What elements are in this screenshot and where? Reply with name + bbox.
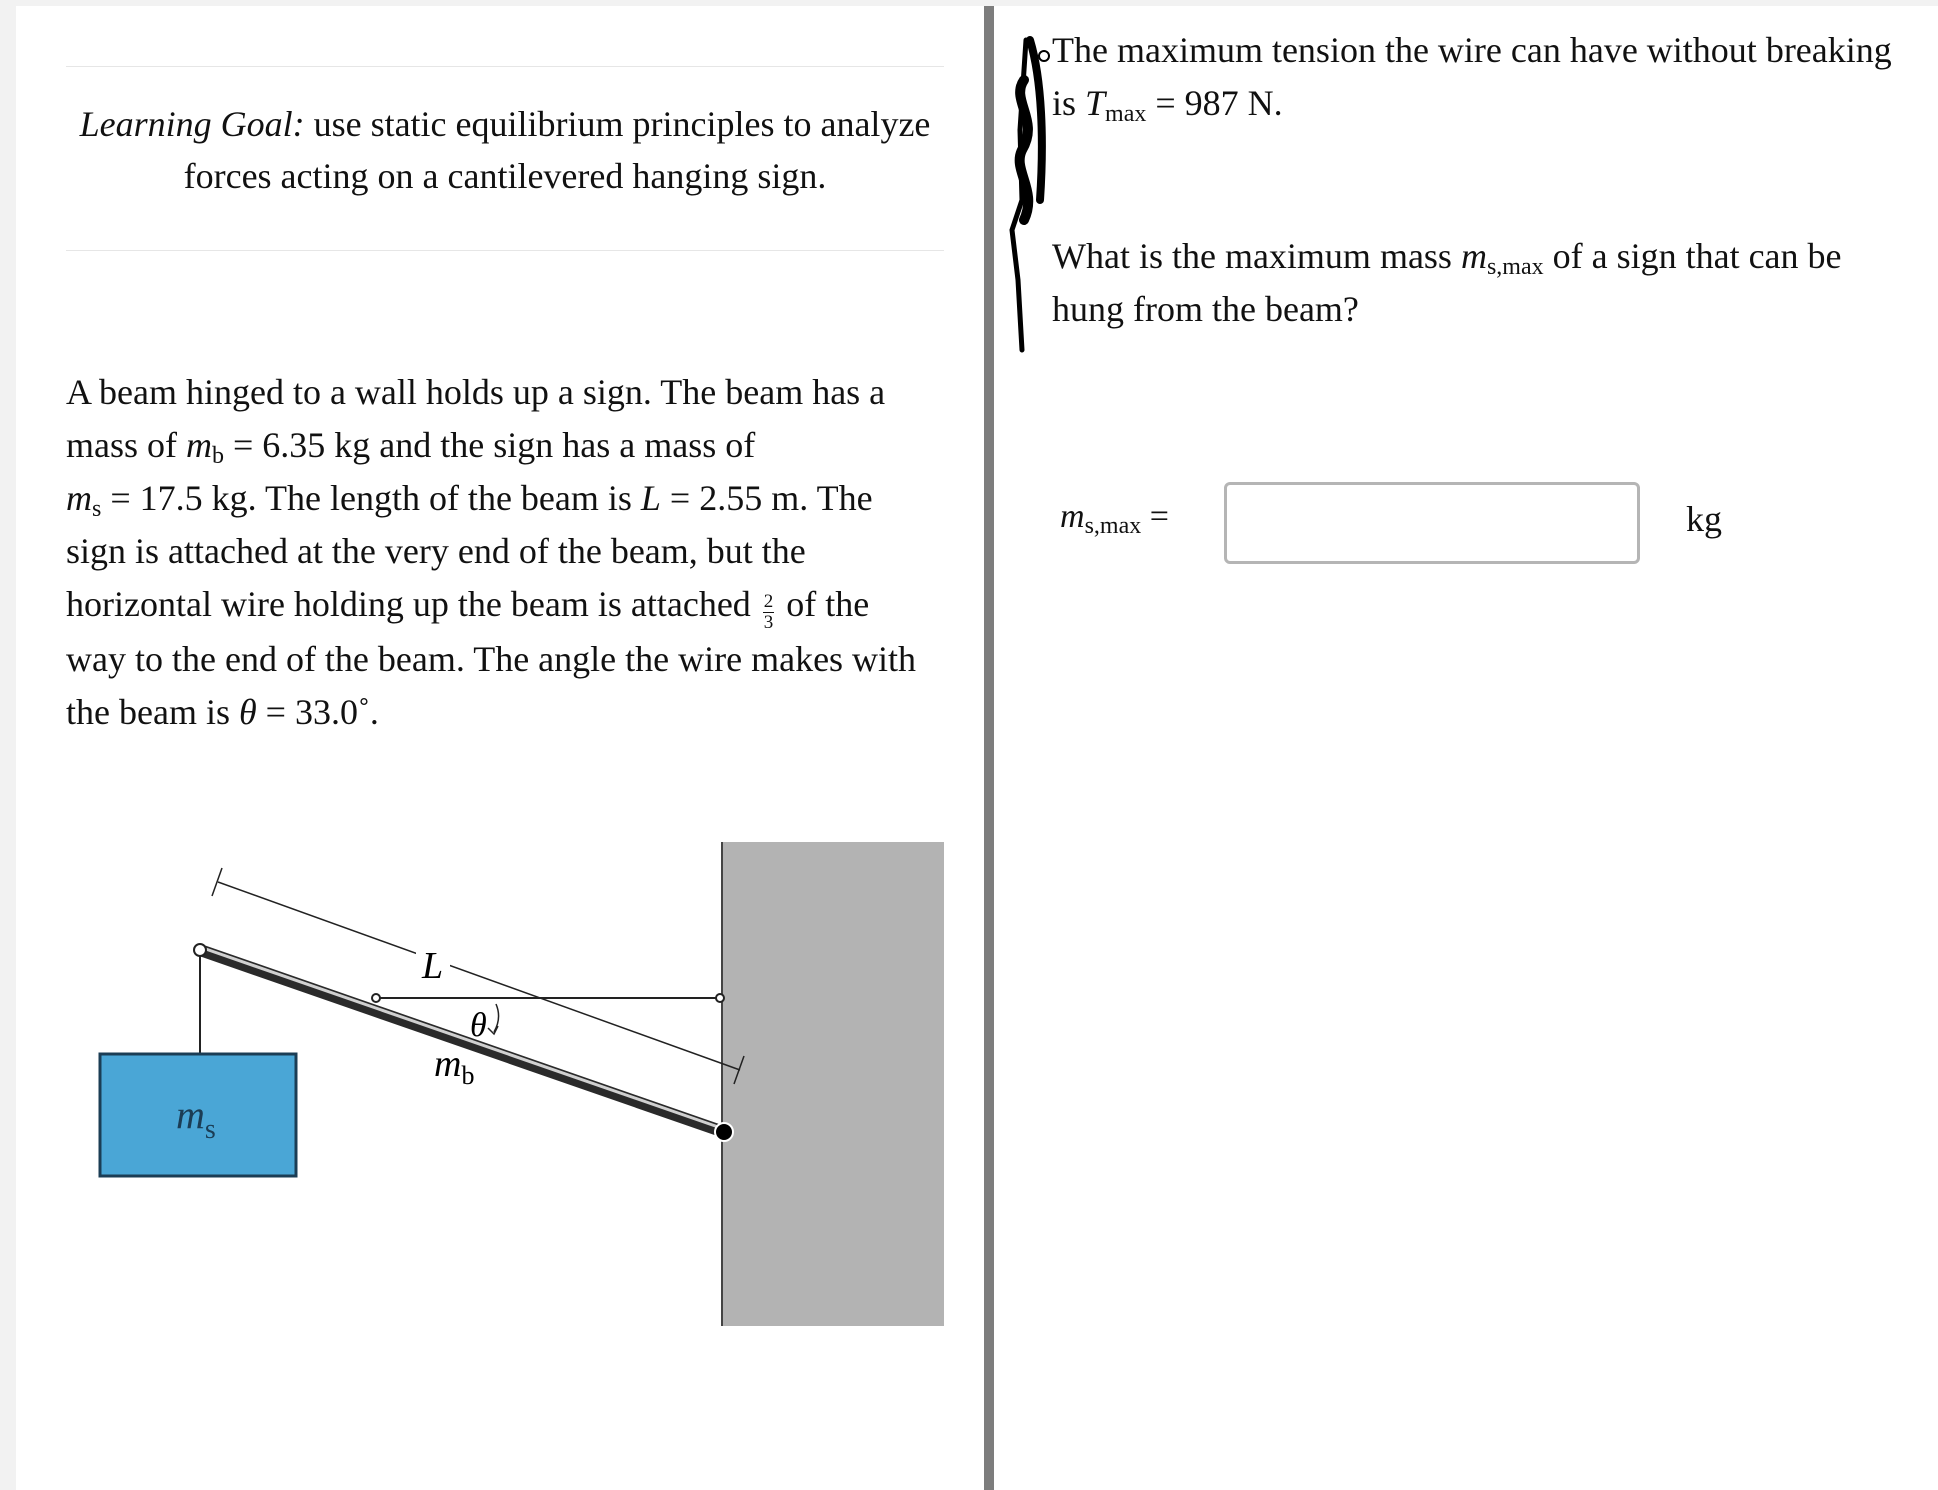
problem-line-1: A beam hinged to a wall holds up a sign. The beam has a — [66, 372, 886, 412]
fraction-denominator: 3 — [763, 612, 774, 633]
answer-symbol: m — [1060, 498, 1085, 535]
question-line-2: hung from the beam? — [1052, 289, 1359, 329]
beam-end-cap — [194, 944, 206, 956]
marker-scribble — [1000, 20, 1060, 370]
answer-subscript: s,max — [1084, 513, 1142, 539]
label-theta: θ — [470, 1007, 487, 1044]
label-mb-symbol: m — [434, 1043, 462, 1085]
mb-symbol: m — [186, 425, 212, 465]
L-symbol: L — [640, 478, 661, 518]
problem-line-4: sign is attached at the very end of the beam, but the — [66, 531, 806, 571]
problem-line-2b: = 6.35 kg and the sign has a mass of — [224, 425, 756, 465]
problem-line-2a: mass of — [66, 425, 186, 465]
q-symbol: m — [1460, 236, 1487, 276]
answer-unit: kg — [1686, 499, 1722, 539]
theta-symbol: θ — [238, 692, 257, 732]
learning-goal — [66, 98, 944, 202]
scribble-dot — [1039, 51, 1049, 61]
label-ms-subscript: s — [204, 1114, 216, 1145]
ms-symbol: m — [66, 478, 92, 518]
rule-bottom — [66, 250, 944, 251]
label-ms-symbol: m — [176, 1092, 205, 1137]
learning-goal-text-2: forces acting on a cantilevered hanging sign. — [183, 156, 827, 196]
dimension-tick-left — [212, 868, 222, 896]
problem-line-3b: = 17.5 kg. The length of the beam is — [101, 478, 641, 518]
wall — [722, 842, 944, 1326]
learning-goal-text-1: use static equilibrium principles to analyze — [313, 104, 931, 144]
learning-goal-label: Learning Goal: — [79, 104, 305, 144]
question-part-a: What is the maximum mass — [1052, 236, 1461, 276]
wire-attach-beam — [372, 994, 380, 1002]
wire-attach-wall — [716, 994, 724, 1002]
hinge — [715, 1123, 733, 1141]
given-line-1: The maximum tension the wire can have without breaking — [1052, 30, 1892, 70]
problem-line-5b: of the — [777, 584, 870, 624]
beam-sign-diagram — [84, 832, 954, 1352]
ms-subscript: s — [92, 496, 102, 522]
given-statement — [1052, 24, 1912, 130]
problem-line-5a: horizontal wire holding up the beam is attached — [66, 584, 760, 624]
two-thirds-fraction — [763, 592, 775, 633]
given-line-2b: = 987 N. — [1146, 83, 1283, 123]
problem-line-7b: = 33.0˚. — [256, 692, 379, 732]
rule-top — [66, 66, 944, 67]
answer-panel — [994, 6, 1938, 1490]
mb-subscript: b — [212, 443, 224, 469]
q-subscript: s,max — [1486, 254, 1544, 280]
label-mb-subscript: b — [461, 1061, 475, 1090]
answer-input[interactable] — [1224, 482, 1640, 564]
panel-divider[interactable] — [984, 6, 994, 1490]
question-part-b: of a sign that can be — [1543, 236, 1842, 276]
T-symbol: T — [1085, 83, 1106, 123]
problem-statement — [66, 366, 944, 739]
label-L: L — [422, 945, 444, 987]
problem-line-6: way to the end of the beam. The angle the wire makes with — [66, 639, 917, 679]
T-subscript: max — [1105, 101, 1147, 127]
given-line-2a: is — [1052, 83, 1086, 123]
fraction-numerator: 2 — [763, 591, 774, 612]
label-mb — [434, 1043, 474, 1090]
problem-line-3c: = 2.55 m. The — [660, 478, 873, 518]
question-text — [1052, 230, 1912, 336]
problem-line-7a: the beam is — [66, 692, 239, 732]
answer-equals: = — [1141, 498, 1169, 535]
answer-label — [1060, 498, 1169, 539]
